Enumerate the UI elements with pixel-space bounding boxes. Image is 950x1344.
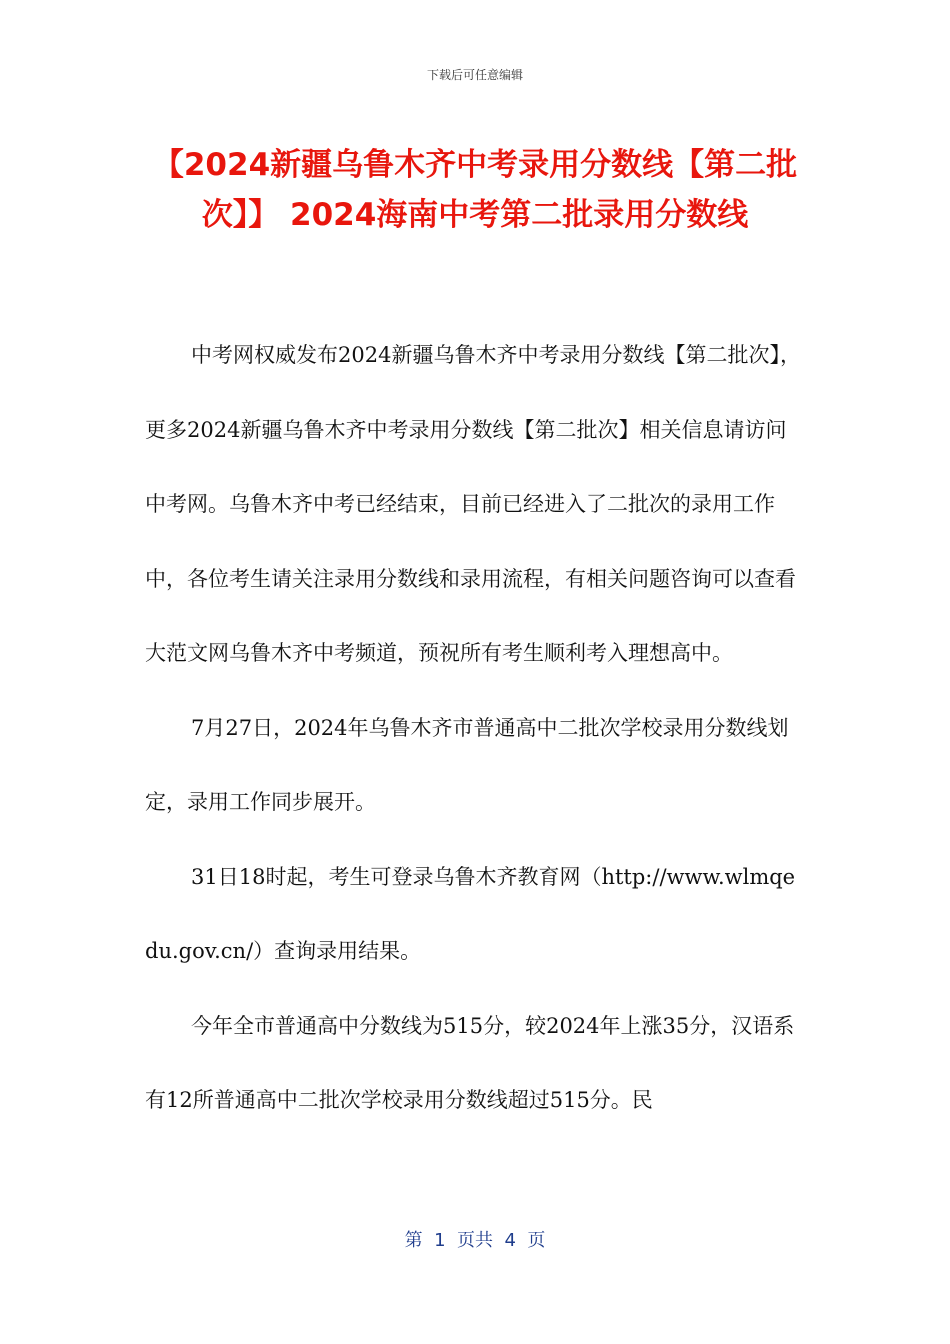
paragraph: 今年全市普通高中分数线为515分，较2024年上涨35分，汉语系有12所普通高中二批次学校录用分数线超过515分。民 bbox=[145, 1013, 795, 1112]
header-note: 下载后可任意编辑 bbox=[426, 68, 523, 82]
paragraph: 7月27日，2024年乌鲁木齐市普通高中二批次学校录用分数线划定，录用工作同步展开。 bbox=[145, 715, 789, 814]
document-title: 【2024新疆乌鲁木齐中考录用分数线【第二批次】】 2024海南中考第二批录用分数线 bbox=[152, 147, 798, 233]
page-number: 第 1 页共 4 页 bbox=[404, 1230, 546, 1251]
paragraph: 31日18时起，考生可登录乌鲁木齐教育网（http://www.wlmqedu.gov.cn/）查询录用结果。 bbox=[145, 864, 796, 963]
document-body bbox=[145, 318, 805, 1138]
paragraph: 中考网权威发布2024新疆乌鲁木齐中考录用分数线【第二批次】，更多2024新疆乌鲁木齐中考录用分数线【第二批次】相关信息请访问中考网。乌鲁木齐中考已经结束，目前已经进入了二批次的录用工作中，各位考生请关注录用分数线和录用流程，有相关问题咨询可以查看大范文网乌鲁木齐中考频道，预祝所有考生顺利考入理想高中。 bbox=[145, 343, 801, 665]
